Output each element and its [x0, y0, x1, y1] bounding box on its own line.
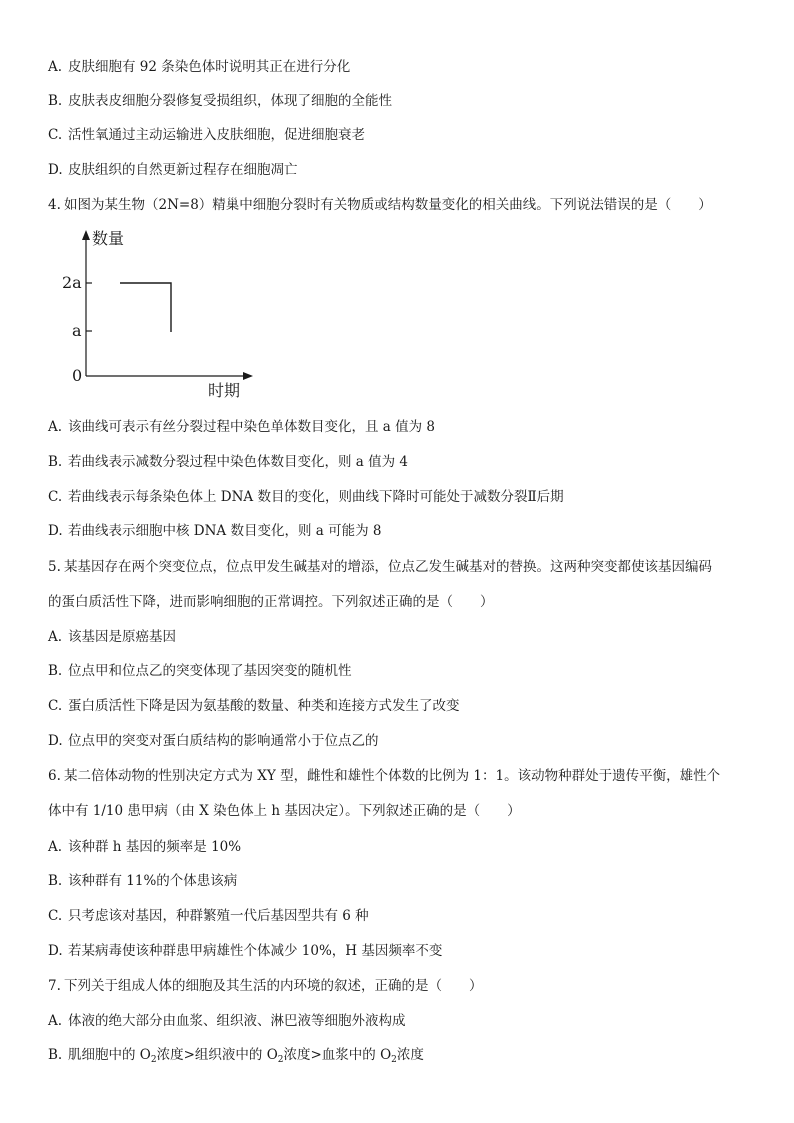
q5-option-c	[48, 697, 460, 715]
option-text: 若曲线表示减数分裂过程中染色体数目变化，则 a 值为 4	[68, 454, 409, 470]
q6-option-b	[48, 872, 237, 890]
option-text: 该基因是原癌基因	[68, 629, 176, 645]
question-text: 的蛋白质活性下降，进而影响细胞的正常调控。下列叙述正确的是（ ）	[48, 594, 494, 610]
option-letter: C.	[48, 698, 63, 714]
option-text: 皮肤组织的自然更新过程存在细胞凋亡	[68, 162, 298, 178]
option-text-part: 浓度>组织液中的 O	[156, 1047, 278, 1063]
option-letter: D.	[48, 943, 63, 959]
y-axis-label: 数量	[92, 229, 125, 248]
curve	[120, 283, 171, 332]
q5-stem-line2	[48, 593, 494, 611]
q4-option-a	[48, 418, 435, 436]
option-letter: B.	[48, 873, 63, 889]
option-text: 该曲线可表示有丝分裂过程中染色单体数目变化，且 a 值为 8	[68, 419, 436, 435]
x-axis-label: 时期	[208, 381, 241, 400]
y-axis-arrow	[82, 230, 90, 240]
option-text: 位点甲的突变对蛋白质结构的影响通常小于位点乙的	[68, 733, 379, 749]
option-letter: D.	[48, 162, 63, 178]
option-letter: B.	[48, 1047, 63, 1063]
x-axis-arrow	[243, 372, 253, 380]
option-text: 只考虑该对基因，种群繁殖一代后基因型共有 6 种	[68, 908, 369, 924]
tick-label-2a: 2a	[62, 273, 82, 292]
q6-stem-line2	[48, 802, 521, 820]
option-letter: C.	[48, 127, 63, 143]
option-text: 若曲线表示细胞中核 DNA 数目变化，则 a 可能为 8	[68, 523, 382, 539]
q3-option-c	[48, 126, 365, 144]
q6-option-a	[48, 838, 241, 856]
question-number: 6.	[48, 768, 61, 784]
subscript-2: 2	[277, 1055, 284, 1065]
q5-option-d	[48, 732, 379, 750]
question-text: 下列关于组成人体的细胞及其生活的内环境的叙述，正确的是（ ）	[64, 978, 483, 994]
q5-option-b	[48, 662, 352, 680]
q7-stem	[48, 977, 483, 995]
q4-option-b	[48, 453, 408, 471]
question-number: 5.	[48, 559, 61, 575]
q3-option-d	[48, 161, 298, 179]
q6-stem-line1	[48, 767, 720, 785]
q5-stem-line1	[48, 558, 712, 576]
subscript-2: 2	[391, 1055, 397, 1065]
option-letter: D.	[48, 523, 63, 539]
question-text: 体中有 1/10 患甲病（由 X 染色体上 h 基因决定）。下列叙述正确的是（ ）	[48, 803, 521, 819]
option-text: 皮肤表皮细胞分裂修复受损组织，体现了细胞的全能性	[68, 93, 392, 109]
q4-option-c	[48, 488, 564, 506]
question-text: 某基因存在两个突变位点，位点甲发生碱基对的增添，位点乙发生碱基对的替换。这两种突变都使该基因编码	[64, 559, 712, 575]
q4-stem	[48, 196, 712, 214]
option-text-part: 浓度	[396, 1047, 424, 1063]
option-text-part: 肌细胞中的 O	[68, 1047, 151, 1063]
tick-label-a: a	[72, 321, 82, 340]
option-letter: B.	[48, 663, 63, 679]
q4-figure	[58, 226, 258, 406]
option-text: 若某病毒使该种群患甲病雄性个体减少 10%，H 基因频率不变	[68, 943, 443, 959]
option-text: 该种群 h 基因的频率是 10%	[68, 839, 242, 855]
option-letter: B.	[48, 93, 63, 109]
q4-option-d	[48, 522, 381, 540]
option-text: 体液的绝大部分由血浆、组织液、淋巴液等细胞外液构成	[68, 1013, 406, 1029]
option-letter: D.	[48, 733, 63, 749]
q4-line-graph	[58, 226, 258, 406]
option-letter: C.	[48, 489, 63, 505]
option-letter: C.	[48, 908, 63, 924]
option-letter: A.	[48, 839, 63, 855]
question-text: 某二倍体动物的性别决定方式为 XY 型，雌性和雄性个体数的比例为 1：1。该动物种群处于遗传平衡，雄性个	[64, 768, 721, 784]
question-text: 如图为某生物（2N=8）精巢中细胞分裂时有关物质或结构数量变化的相关曲线。下列说法错误的是（ ）	[64, 197, 712, 213]
option-text	[68, 1047, 424, 1063]
q7-option-b	[48, 1046, 424, 1069]
option-text: 位点甲和位点乙的突变体现了基因突变的随机性	[68, 663, 352, 679]
option-text: 皮肤细胞有 92 条染色体时说明其正在进行分化	[68, 59, 351, 75]
question-number: 4.	[48, 197, 61, 213]
q3-option-b	[48, 92, 392, 110]
subscript-2: 2	[150, 1055, 157, 1065]
q5-option-a	[48, 628, 176, 646]
question-number: 7.	[48, 978, 61, 994]
q3-option-a	[48, 58, 350, 76]
q6-option-c	[48, 907, 369, 925]
option-letter: B.	[48, 454, 63, 470]
q7-option-a	[48, 1012, 406, 1030]
option-letter: A.	[48, 629, 63, 645]
option-text: 活性氧通过主动运输进入皮肤细胞，促进细胞衰老	[68, 127, 365, 143]
option-letter: A.	[48, 419, 63, 435]
option-text: 该种群有 11%的个体患该病	[68, 873, 238, 889]
option-letter: A.	[48, 59, 63, 75]
option-text: 若曲线表示每条染色体上 DNA 数目的变化，则曲线下降时可能处于减数分裂Ⅱ后期	[68, 489, 564, 505]
option-text-part: 浓度>血浆中的 O	[283, 1047, 392, 1063]
q6-option-d	[48, 942, 442, 960]
origin-label: 0	[72, 366, 83, 385]
option-letter: A.	[48, 1013, 63, 1029]
option-text: 蛋白质活性下降是因为氨基酸的数量、种类和连接方式发生了改变	[68, 698, 460, 714]
